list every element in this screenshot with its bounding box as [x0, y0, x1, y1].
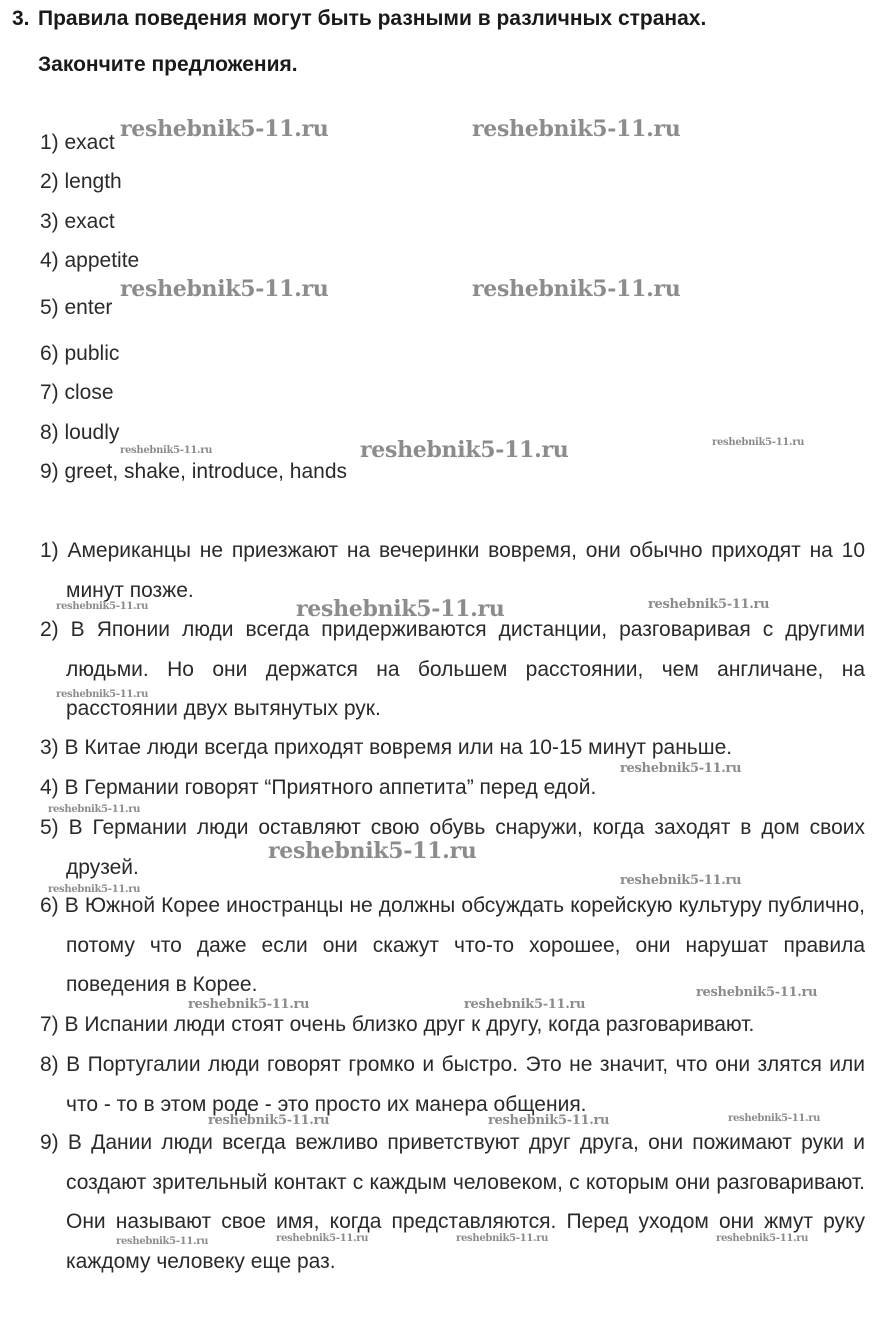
watermark: reshebnik5-11.ru: [48, 884, 141, 895]
translation-item-5: [40, 808, 865, 887]
watermark: reshebnik5-11.ru: [472, 116, 681, 142]
translation-text: 1) Американцы не приезжают на вечеринки вовремя, они обычно приходят на 10 минут позже.: [40, 539, 865, 602]
watermark: reshebnik5-11.ru: [488, 1113, 610, 1128]
watermark: reshebnik5-11.ru: [472, 276, 681, 302]
translation-item-9: [40, 1123, 865, 1281]
translation-text: 3) В Китае люди всегда приходят вовремя или на 10-15 минут раньше.: [40, 736, 733, 759]
answer-item-8: 8) loudly: [40, 421, 120, 444]
answer-item-1: 1) exact: [40, 131, 115, 154]
translation-item-4: [40, 768, 865, 808]
watermark: reshebnik5-11.ru: [208, 1113, 330, 1128]
watermark: reshebnik5-11.ru: [728, 1113, 821, 1124]
translation-item-8: [40, 1045, 865, 1124]
watermark: reshebnik5-11.ru: [712, 437, 805, 448]
exercise-number: 3.: [12, 7, 30, 30]
translation-text: 7) В Испании люди стоят очень близко друг к другу, когда разговаривают.: [40, 1013, 755, 1036]
watermark: reshebnik5-11.ru: [620, 761, 742, 776]
answer-item-5: 5) enter: [40, 296, 113, 319]
translation-item-3: [40, 728, 865, 768]
watermark: reshebnik5-11.ru: [360, 437, 569, 463]
exercise-heading: [12, 6, 872, 76]
watermark: reshebnik5-11.ru: [120, 276, 329, 302]
watermark: reshebnik5-11.ru: [188, 997, 310, 1012]
watermark: reshebnik5-11.ru: [716, 1233, 809, 1244]
watermark: reshebnik5-11.ru: [648, 597, 770, 612]
translation-item-2: [40, 610, 865, 729]
translation-text: 4) В Германии говорят “Приятного аппетита” перед едой.: [40, 776, 597, 799]
watermark: reshebnik5-11.ru: [120, 116, 329, 142]
watermark: reshebnik5-11.ru: [276, 1233, 369, 1244]
watermark: reshebnik5-11.ru: [116, 1236, 209, 1247]
translation-item-6: [40, 886, 865, 1005]
translation-text: 2) В Японии люди всегда придерживаются дистанции, разговаривая с другими людьми. Но они держатся на большем расстоянии, чем англичане, на расстоянии двух вытянутых рук.: [40, 618, 865, 720]
exercise-subtitle: Закончите предложения.: [38, 53, 298, 76]
watermark: reshebnik5-11.ru: [620, 873, 742, 888]
watermark: reshebnik5-11.ru: [48, 804, 141, 815]
translation-text: 9) В Дании люди всегда вежливо приветствуют друг друга, они пожимают руки и создают зрительный контакт с каждым человеком, с которым они разговаривают. Они называют свое имя, когда представляются. Перед уходом они жмут руку каждому человеку еще раз.: [40, 1131, 865, 1273]
watermark: reshebnik5-11.ru: [456, 1233, 549, 1244]
answer-item-2: 2) length: [40, 170, 122, 193]
translation-item-1: [40, 531, 865, 610]
watermark: reshebnik5-11.ru: [296, 596, 505, 622]
translation-item-7: [40, 1005, 865, 1045]
answer-item-6: 6) public: [40, 342, 120, 365]
translation-text: 8) В Португалии люди говорят громко и быстро. Это не значит, что они злятся или что - то в этом роде - это просто их манера общения.: [40, 1053, 865, 1116]
translation-text: 6) В Южной Корее иностранцы не должны обсуждать корейскую культуру публично, потому что даже если они скажут что-то хорошее, они нарушат правила поведения в Корее.: [40, 894, 865, 996]
watermark: reshebnik5-11.ru: [120, 445, 213, 456]
exercise-title: Правила поведения могут быть разными в различных странах.: [38, 7, 707, 30]
answer-item-7: 7) close: [40, 381, 114, 404]
watermark: reshebnik5-11.ru: [56, 601, 149, 612]
answer-item-9: 9) greet, shake, introduce, hands: [40, 460, 348, 483]
watermark: reshebnik5-11.ru: [464, 997, 586, 1012]
watermark: reshebnik5-11.ru: [268, 838, 477, 864]
translation-text: 5) В Германии люди оставляют свою обувь снаружи, когда заходят в дом своих друзей.: [40, 816, 865, 879]
watermark: reshebnik5-11.ru: [56, 689, 149, 700]
answer-item-4: 4) appetite: [40, 249, 140, 272]
answer-item-3: 3) exact: [40, 210, 115, 233]
watermark: reshebnik5-11.ru: [696, 985, 818, 1000]
